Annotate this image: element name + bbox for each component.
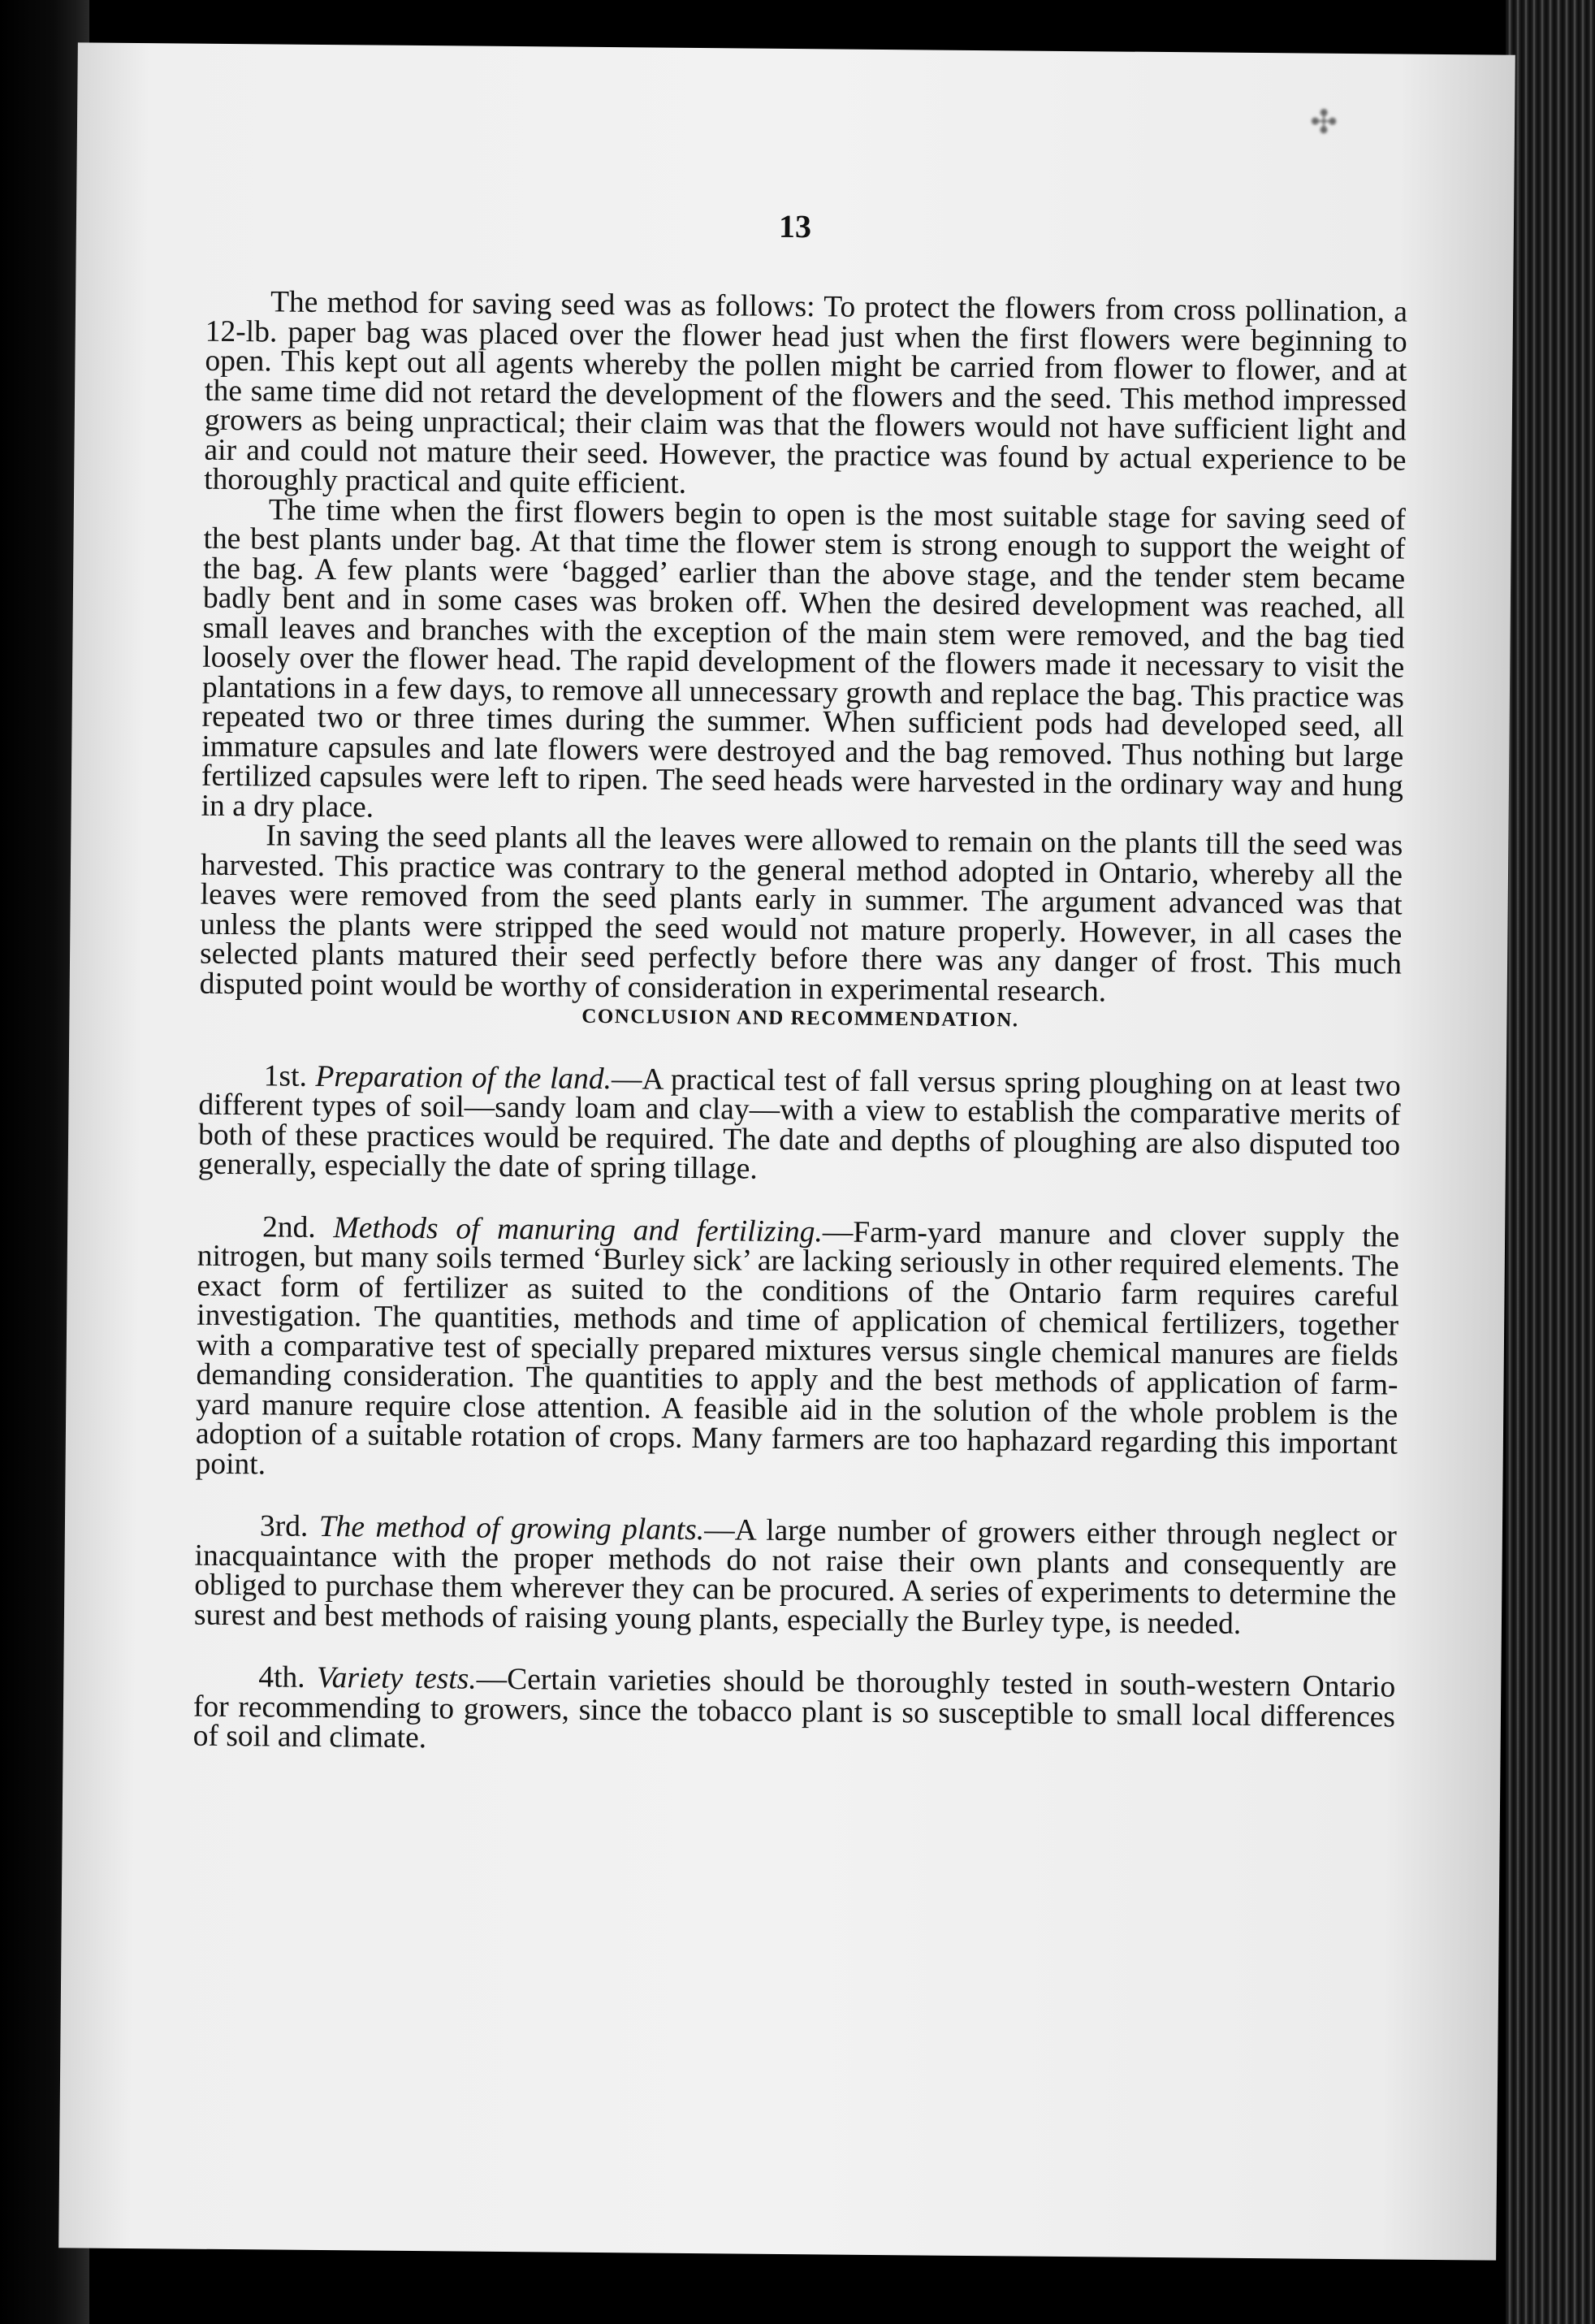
right-page-edges (1506, 0, 1595, 2324)
recommendation-text: —Farm-yard manure and clover supply the nitrogen, but many soils termed ‘Burley sick’ are lacking seriously in other required elements. The exact form of fertilizer as suited to the conditions of the Ontario farm requires careful investigation. The quantities, methods and time of application of chemical fertilizers, together with a comparative test of specially prepared mixtures versus single chemical manures are fields demanding consideration. The quantities to apply and the best methods of application of farm-yard manure require close attention. A feasible aid in the solution of the whole problem is the adoption of a suitable rotation of crops. Many farmers are too haphazard regarding this important point. (195, 1214, 1400, 1481)
section-heading: CONCLUSION AND RECOMMENDATION. (581, 1005, 1019, 1032)
recommendation-title: Variety tests. (316, 1660, 477, 1696)
paragraph-flowering-stage: The time when the first flowers begin to open is the most suitable stage for saving seed of the best plants under bag. At that time the flower stem is strong enough to support the weight of the bag. A few plants were ‘bagged’ earlier than the above stage, and the tender stem became badly bent and in some cases was broken off. When the desired development was reached, all small leaves and branches with the exception of the main stem were removed, and the bag tied loosely over the flower head. The rapid development of the flowers made it necessary to visit the plantations in a few days, to remove all unnecessary growth and replace the bag. This practice was repeated two or three times during the summer. When sufficient pods had developed seed, all immature capsules and late flowers were destroyed and the bag removed. Thus nothing but large fertilized capsules were left to ripen. The seed heads were harvested in the ordinary way and hung in a dry place. (201, 492, 1406, 824)
recommendation-2 (195, 1212, 1399, 1489)
recommendation-title: The method of growing plants. (318, 1509, 705, 1547)
recommendation-text: —A practical test of fall versus spring ploughing on at least two different types of soil—sandy loam and clay—with a view to establish the comparative merits of both of these practices would be required. The date and depths of ploughing are also disputed too generally, especially the date of spring tillage. (197, 1062, 1401, 1186)
recommendation-text: —Certain varieties should be thoroughly tested in south-western Ontario for recommending to growers, since the tobacco plant is so susceptible to small local differences of soil and climate. (192, 1662, 1396, 1755)
recommendation-1 (197, 1058, 1401, 1190)
recommendation-number: 3rd. (259, 1509, 309, 1543)
recommendation-title: Methods of manuring and fertilizing. (333, 1210, 823, 1249)
paragraph-leaves-retained: In saving the seed plants all the leaves were allowed to remain on the plants till the seed was harvested. This practice was contrary to the general method adopted in Ontario, whereby all the leaves were removed from the seed plants early in summer. The argument advanced was that unless the plants were stripped the seed would not mature properly. However, in all cases the selected plants matured their seed perfectly before there was any danger of frost. This much disputed point would be worthy of consideration in experimental research. (199, 819, 1403, 1008)
recommendation-3 (193, 1509, 1398, 1641)
recommendation-number: 2nd. (262, 1210, 316, 1244)
recommendation-title: Preparation of the land. (315, 1059, 612, 1096)
recommendation-number: 1st. (263, 1058, 308, 1093)
recommendation-4 (192, 1660, 1396, 1762)
page-content (192, 285, 1408, 1762)
page-number: 13 (778, 207, 812, 245)
recommendation-text: —A large number of growers either through neglect or inacquaintance with the proper methods do not raise their own plants and consequently are obliged to purchase them wherever they can be procured. A series of experiments to determine the surest and best methods of raising young plants, especially the Burley type, is needed. (193, 1513, 1398, 1641)
paragraph-seed-saving-method: The method for saving seed was as follows: To protect the flowers from cross pollination, a 12-lb. paper bag was placed over the flower head just when the first flowers were beginning to open. This kept out all agents whereby the pollen might be carried from flower to flower, and at the same time did not retard the development of the flowers and the seed. This method impressed growers as being unpractical; their claim was that the flowers would not have sufficient light and air and could not mature their seed. However, the practice was found by actual experience to be thoroughly practical and quite efficient. (204, 285, 1408, 500)
recommendation-number: 4th. (258, 1660, 305, 1694)
book-page (58, 42, 1515, 2260)
corner-smudge-icon: ✣ (1310, 103, 1338, 141)
